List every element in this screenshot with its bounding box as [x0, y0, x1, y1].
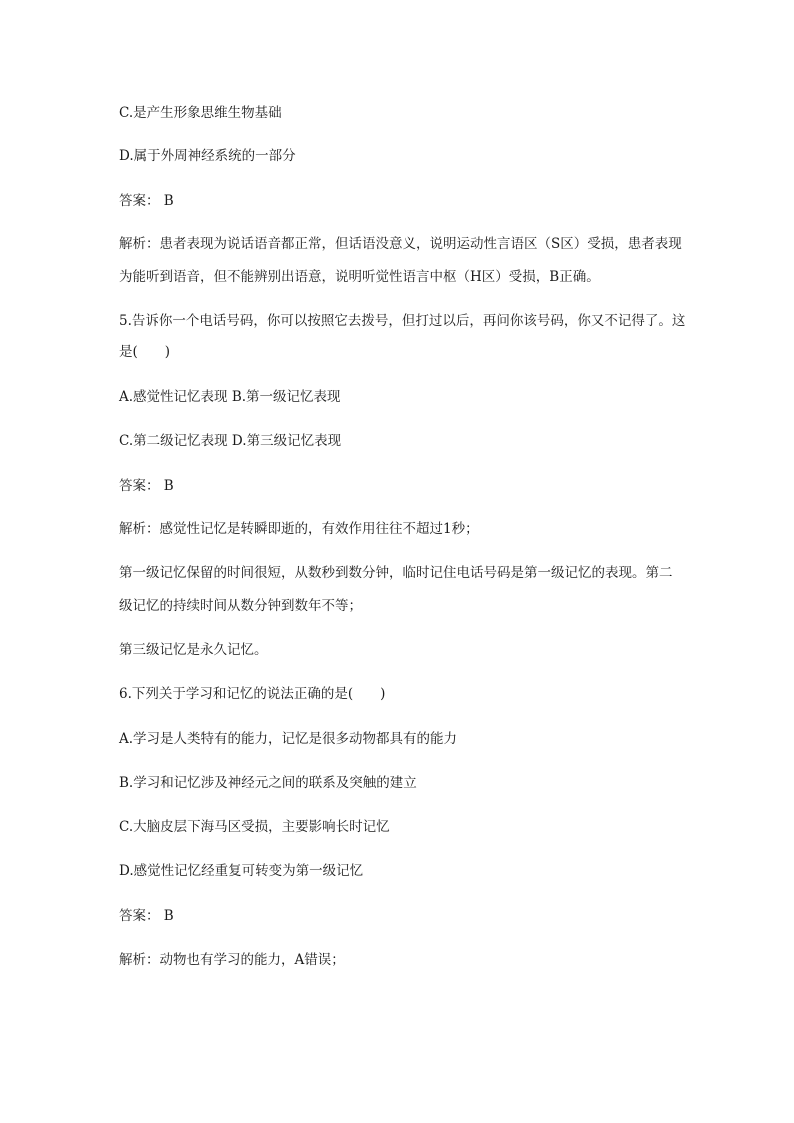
option-d-line: D.属于外周神经系统的一部分: [119, 148, 296, 164]
option-c-line: C.大脑皮层下海马区受损，主要影响长时记忆: [119, 819, 390, 835]
option-b-line: B.学习和记忆涉及神经元之间的联系及突触的建立: [119, 775, 417, 791]
explanation-line: 第三级记忆是永久记忆。: [119, 642, 268, 658]
answer-line: 答案： B: [119, 478, 174, 494]
options-ab-line: A.感觉性记忆表现 B.第一级记忆表现: [119, 389, 341, 405]
explanation-line: 解析：动物也有学习的能力，A错误；: [119, 952, 345, 968]
explanation-line: 第一级记忆保留的时间很短，从数秒到数分钟，临时记住电话号码是第一级记忆的表现。第二: [119, 565, 673, 581]
option-d-line: D.感觉性记忆经重复可转变为第一级记忆: [119, 863, 364, 879]
explanation-line: 解析：感觉性记忆是转瞬即逝的，有效作用往往不超过1秒；: [119, 521, 479, 537]
option-a-line: A.学习是人类特有的能力，记忆是很多动物都具有的能力: [119, 731, 458, 747]
explanation-line: 解析：患者表现为说话语音都正常，但话语没意义，说明运动性言语区（S区）受损，患者表现: [119, 236, 682, 252]
option-c-line: C.是产生形象思维生物基础: [119, 105, 282, 121]
options-cd-line: C.第二级记忆表现 D.第三级记忆表现: [119, 433, 342, 449]
answer-line: 答案： B: [119, 908, 174, 924]
question-5-line-cont: 是( ): [119, 344, 171, 360]
answer-line: 答案： B: [119, 193, 174, 209]
question-5-line: 5.告诉你一个电话号码，你可以按照它去拨号，但打过以后，再问你该号码，你又不记得了。这: [119, 313, 686, 329]
question-6-line: 6.下列关于学习和记忆的说法正确的是( ): [119, 686, 386, 702]
explanation-line-cont: 级记忆的持续时间从数分钟到数年不等；: [119, 598, 362, 614]
explanation-line-cont: 为能听到语音，但不能辨别出语意，说明听觉性语言中枢（H区）受损，B正确。: [119, 269, 600, 285]
